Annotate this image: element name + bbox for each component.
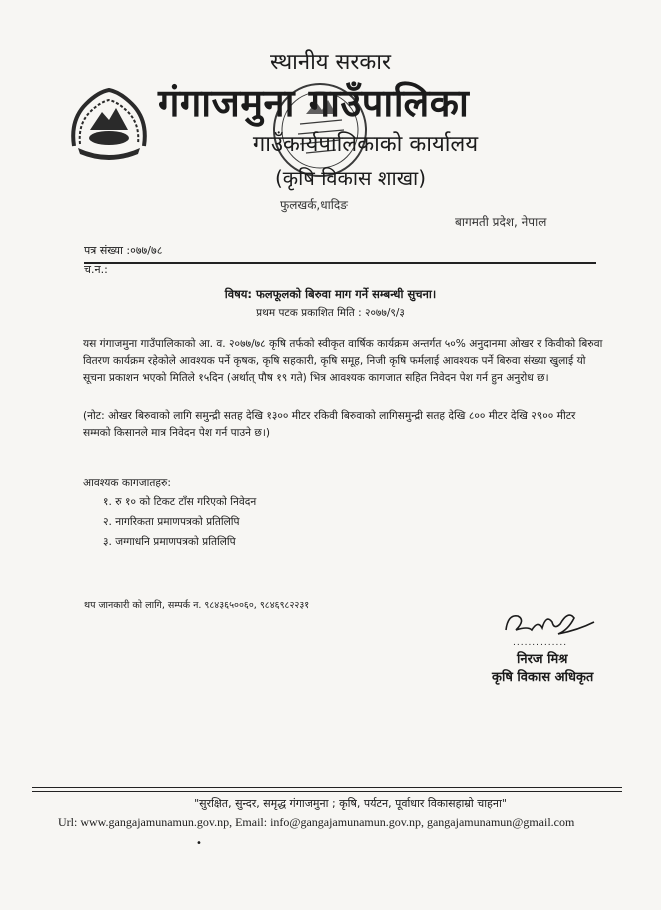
contact-numbers: थप जानकारी को लागि, सम्पर्क न. ९८४३६५००६०, ९८४६९८२२३१ [84, 600, 310, 611]
notice-subject: विषय: फलफूलको बिरुवा माग गर्ने सम्बन्धी सुचना। [224, 287, 437, 301]
list-item: १. रु १० को टिकट टाँस गरिएको निवेदन [103, 496, 257, 508]
municipality-name: गंगाजमुना गाउँपालिका [158, 81, 470, 125]
list-item: ३. जग्गाधनि प्रमाणपत्रको प्रतिलिपि [103, 536, 236, 548]
office-name: गाउँकार्यपालिकाको कार्यालय [252, 132, 479, 157]
scan-speck: • [196, 838, 202, 849]
province-label: बागमती प्रदेश, नेपाल [455, 215, 547, 229]
signature-line: .............. [513, 638, 568, 648]
list-item: २. नागरिकता प्रमाणपत्रको प्रतिलिपि [103, 516, 240, 528]
footer-contact: Url: www.gangajamunamun.gov.np, Email: info@gangajamunamun.gov.np, gangajamunamun@gmail.com [58, 815, 575, 829]
requirements-title: आवश्यक कागजातहरु: [83, 477, 171, 489]
section-name: (कृषि विकास शाखा) [274, 166, 427, 190]
notice-body: यस गंगाजमुना गाउँपालिकाको आ. व. २०७७/७८ कृषि तर्फको स्वीकृत वार्षिक कार्यक्रम अन्तर्गत ५०% अनुदानमा ओखर र किवीको बिरुवा वितरण कार्यक्रम रहेकोले आवश्यक पर्ने कृषक, कृषि सहकारी, कृषि समूह, निजी कृषि फर्मलाई आवश्यक पर्ने बिरुवा संख्या खुलाई यो सूचना प्रकाशन भएको मितिले १५दिन (अर्थात् पौष १९ गते) भित्र आवश्यक कागजात सहित निवेदन पेश गर्न हुन अनुरोध छ। [83, 338, 603, 384]
header-divider [84, 262, 596, 264]
published-date: प्रथम पटक प्रकाशित मिति : २०७७/९/३ [256, 307, 405, 319]
letter-number: पत्र संख्या :०७७/७८ [84, 244, 163, 257]
requirements-list [103, 492, 256, 552]
signer-name: निरज मिश्र [517, 652, 568, 667]
government-label: स्थानीय सरकार [270, 50, 391, 75]
notice-note: (नोट: ओखर बिरुवाको लागि समुन्द्री सतह देखि १३०० मीटर रकिवी बिरुवाको लागिसमुन्द्री सतह देखि ८०० मीटर देखि २९०० मीटर सम्मको किसानले मात्र निवेदन पेश गर्न पाउने छ।) [83, 410, 576, 439]
footer-divider-top [32, 787, 622, 788]
dispatch-number: च.न.: [84, 263, 108, 276]
footer-slogan: "सुरक्षित, सुन्दर, समृद्ध गंगाजमुना ; कृषि, पर्यटन, पूर्वाधार विकासहाम्रो चाहना" [194, 797, 507, 810]
office-address: फुलखर्क,धादिङ [280, 198, 348, 212]
reference-block [84, 241, 162, 279]
signer-title: कृषि विकास अधिकृत [492, 670, 594, 685]
footer-divider-bottom [32, 791, 622, 792]
